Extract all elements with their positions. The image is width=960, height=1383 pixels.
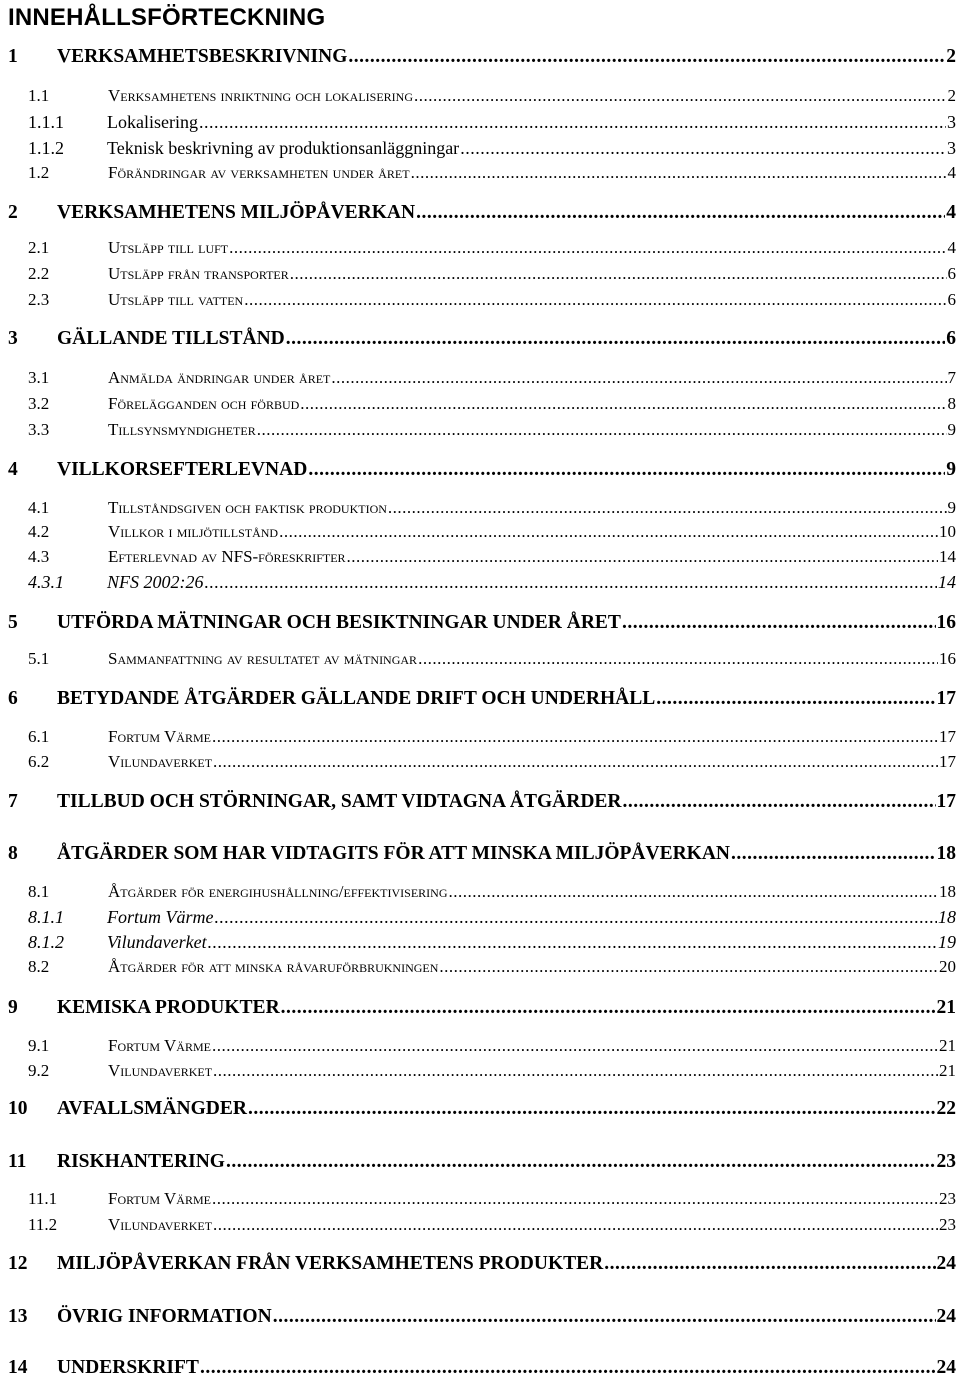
- toc-entry[interactable]: [8, 328, 956, 350]
- toc-entry-number: 3: [8, 328, 18, 349]
- toc-entry[interactable]: [8, 1253, 956, 1275]
- toc-entry[interactable]: [8, 290, 956, 310]
- toc-entry-number: 1.2: [28, 163, 50, 182]
- toc-entry[interactable]: [8, 1151, 956, 1173]
- toc-entry-label: Sammanfattning av resultatet av mätningar: [108, 649, 418, 668]
- toc-dot-leader: [731, 843, 935, 865]
- toc-entry-page-number: 4: [947, 238, 956, 257]
- toc-dot-leader: [414, 86, 946, 106]
- toc-entry-label: Vilundaverket: [108, 1215, 213, 1234]
- toc-entry-page-number: 14: [939, 547, 956, 566]
- toc-entry-page-number: 24: [936, 1357, 956, 1378]
- toc-entry[interactable]: [8, 1357, 956, 1379]
- toc-entry[interactable]: [8, 112, 956, 133]
- toc-entry-number: 4.3: [28, 547, 50, 566]
- toc-entry-number: 8.1.1: [28, 907, 64, 927]
- toc-entry[interactable]: [8, 997, 956, 1019]
- toc-dot-leader: [286, 328, 946, 350]
- toc-entry-number: 9.2: [28, 1061, 50, 1080]
- toc-entry-page-number: 17: [936, 688, 956, 709]
- toc-entry[interactable]: [8, 612, 956, 634]
- toc-entry-number: 5.1: [28, 649, 50, 668]
- page-title: INNEHÅLLSFÖRTECKNING: [8, 4, 326, 31]
- toc-entry-number: 4.1: [28, 498, 50, 517]
- toc-entry-page-number: 23: [936, 1151, 956, 1172]
- toc-entry-label: Fortum Värme: [108, 1189, 211, 1208]
- toc-dot-leader: [604, 1253, 935, 1275]
- toc-entry-label: Teknisk beskrivning av produktionsanläggningar: [107, 138, 460, 158]
- toc-entry[interactable]: [8, 572, 956, 593]
- toc-dot-leader: [226, 1151, 936, 1173]
- toc-entry-number: 6.1: [28, 727, 50, 746]
- toc-entry[interactable]: [8, 522, 956, 542]
- toc-entry[interactable]: [8, 264, 956, 284]
- toc-entry-page-number: 3: [947, 112, 956, 132]
- toc-entry-number: 7: [8, 791, 18, 812]
- toc-entry-label: Fortum Värme: [107, 907, 214, 927]
- toc-entry-page-number: 17: [939, 727, 956, 746]
- toc-entry-label: VERKSAMHETENS MILJÖPÅVERKAN: [57, 202, 416, 223]
- toc-entry-number: 13: [8, 1306, 28, 1327]
- toc-entry-page-number: 24: [936, 1306, 956, 1327]
- toc-dot-leader: [622, 612, 936, 634]
- toc-entry[interactable]: [8, 957, 956, 977]
- toc-dot-leader: [290, 264, 947, 284]
- toc-entry-page-number: 6: [946, 328, 956, 349]
- toc-entry-label: Vilundaverket: [107, 932, 207, 952]
- toc-entry-label: ÖVRIG INFORMATION: [57, 1306, 272, 1327]
- toc-entry-page-number: 23: [939, 1215, 956, 1234]
- toc-entry-number: 8: [8, 843, 18, 864]
- toc-entry-page-number: 21: [939, 1061, 956, 1080]
- toc-entry[interactable]: [8, 932, 956, 953]
- toc-entry-page-number: 21: [936, 997, 956, 1018]
- toc-entry-page-number: 9: [946, 459, 956, 480]
- toc-entry[interactable]: [8, 1189, 956, 1209]
- toc-dot-leader: [248, 1098, 936, 1120]
- toc-entry[interactable]: [8, 752, 956, 772]
- toc-entry-label: UNDERSKRIFT: [57, 1357, 199, 1378]
- toc-entry-page-number: 16: [936, 612, 956, 633]
- toc-entry-number: 4.3.1: [28, 572, 64, 592]
- toc-entry-label: Utsläpp från transporter: [108, 264, 289, 283]
- toc-entry-label: VILLKORSEFTERLEVNAD: [57, 459, 308, 480]
- toc-entry-label: Vilundaverket: [108, 752, 213, 771]
- toc-dot-leader: [199, 112, 946, 133]
- toc-entry-label: ÅTGÄRDER SOM HAR VIDTAGITS FÖR ATT MINSKA MILJÖPÅVERKAN: [57, 843, 731, 864]
- toc-entry-page-number: 2: [946, 46, 956, 67]
- toc-entry-label: Förändringar av verksamheten under året: [108, 163, 410, 182]
- toc-entry-number: 1.1: [28, 86, 50, 105]
- toc-entry[interactable]: [8, 86, 956, 106]
- toc-entry-label: Fortum Värme: [108, 1036, 211, 1055]
- toc-entry[interactable]: [8, 1036, 956, 1056]
- toc-dot-leader: [418, 649, 938, 669]
- toc-entry-number: 12: [8, 1253, 28, 1274]
- toc-dot-leader: [308, 459, 945, 481]
- toc-entry-label: UTFÖRDA MÄTNINGAR OCH BESIKTNINGAR UNDER ÅRET: [57, 612, 621, 633]
- toc-dot-leader: [213, 1215, 938, 1235]
- toc-entry[interactable]: [8, 688, 956, 710]
- toc-entry[interactable]: [8, 791, 956, 813]
- toc-entry-number: 4.2: [28, 522, 50, 541]
- toc-dot-leader: [347, 547, 938, 567]
- toc-entry-label: GÄLLANDE TILLSTÅND: [57, 328, 285, 349]
- toc-entry-number: 2.1: [28, 238, 50, 257]
- toc-entry[interactable]: [8, 498, 956, 518]
- toc-entry[interactable]: [8, 459, 956, 481]
- toc-dot-leader: [213, 1061, 938, 1081]
- toc-dot-leader: [656, 688, 935, 710]
- toc-entry-page-number: 20: [939, 957, 956, 976]
- toc-entry[interactable]: [8, 1098, 956, 1120]
- toc-entry-label: Villkor i miljötillstånd: [108, 522, 279, 541]
- toc-entry-label: AVFALLSMÄNGDER: [57, 1098, 247, 1119]
- toc-entry-number: 9.1: [28, 1036, 50, 1055]
- toc-entry-page-number: 17: [939, 752, 956, 771]
- toc-entry-number: 5: [8, 612, 18, 633]
- toc-entry[interactable]: [8, 394, 956, 414]
- toc-entry[interactable]: [8, 202, 956, 224]
- toc-entry-number: 6: [8, 688, 18, 709]
- toc-entry-number: 4: [8, 459, 18, 480]
- toc-entry-label: Utsläpp till vatten: [108, 290, 244, 309]
- toc-entry-label: TILLBUD OCH STÖRNINGAR, SAMT VIDTAGNA ÅTGÄRDER: [57, 791, 622, 812]
- toc-entry-label: Tillsynsmyndigheter: [108, 420, 256, 439]
- toc-entry-label: Åtgärder för att minska råvaruförbrukningen: [108, 957, 439, 976]
- toc-entry-label: VERKSAMHETSBESKRIVNING: [57, 46, 348, 67]
- toc-dot-leader: [279, 522, 938, 542]
- toc-entry[interactable]: [8, 238, 956, 258]
- toc-entry-page-number: 9: [947, 420, 956, 439]
- toc-entry-page-number: 23: [939, 1189, 956, 1208]
- toc-entry-label: Förelägganden och förbud: [108, 394, 300, 413]
- toc-entry-page-number: 16: [939, 649, 956, 668]
- toc-entry-page-number: 4: [947, 163, 956, 182]
- toc-dot-leader: [388, 498, 947, 518]
- toc-dot-leader: [331, 368, 946, 388]
- toc-entry-number: 3.2: [28, 394, 50, 413]
- toc-entry-number: 11.1: [28, 1189, 58, 1208]
- toc-entry-label: BETYDANDE ÅTGÄRDER GÄLLANDE DRIFT OCH UNDERHÅLL: [57, 688, 656, 709]
- toc-dot-leader: [449, 882, 939, 902]
- toc-entry-number: 14: [8, 1357, 28, 1378]
- toc-entry-number: 8.1.2: [28, 932, 64, 952]
- toc-entry-number: 11.2: [28, 1215, 58, 1234]
- toc-entry[interactable]: [8, 1215, 956, 1235]
- toc-entry-number: 6.2: [28, 752, 50, 771]
- toc-entry-number: 1.1.1: [28, 112, 64, 132]
- toc-entry-label: KEMISKA PRODUKTER: [57, 997, 280, 1018]
- toc-entry-number: 2: [8, 202, 18, 223]
- toc-entry-number: 11: [8, 1151, 27, 1172]
- toc-entry[interactable]: [8, 907, 956, 928]
- toc-entry-number: 1.1.2: [28, 138, 64, 158]
- toc-dot-leader: [215, 907, 938, 928]
- toc-entry-label: Utsläpp till luft: [108, 238, 229, 257]
- toc-entry-page-number: 3: [947, 138, 956, 158]
- toc-entry-number: 3.1: [28, 368, 50, 387]
- toc-dot-leader: [460, 138, 946, 159]
- toc-dot-leader: [244, 290, 946, 310]
- toc-entry[interactable]: [8, 547, 956, 567]
- toc-dot-leader: [200, 1357, 936, 1379]
- toc-dot-leader: [416, 202, 945, 224]
- toc-entry[interactable]: [8, 138, 956, 159]
- toc-dot-leader: [300, 394, 946, 414]
- toc-entry[interactable]: [8, 1306, 956, 1328]
- toc-entry-page-number: 8: [947, 394, 956, 413]
- toc-entry-page-number: 14: [938, 572, 956, 592]
- toc-entry[interactable]: [8, 420, 956, 440]
- toc-entry[interactable]: [8, 46, 956, 68]
- toc-entry-page-number: 18: [939, 882, 956, 901]
- toc-entry-number: 2.2: [28, 264, 50, 283]
- toc-entry[interactable]: [8, 163, 956, 183]
- toc-entry-page-number: 21: [939, 1036, 956, 1055]
- toc-entry[interactable]: [8, 882, 956, 902]
- toc-entry[interactable]: [8, 727, 956, 747]
- toc-entry-number: 1: [8, 46, 18, 67]
- toc-entry-page-number: 2: [947, 86, 956, 105]
- toc-entry-page-number: 6: [947, 264, 956, 283]
- toc-dot-leader: [411, 163, 947, 183]
- toc-entry-page-number: 7: [947, 368, 956, 387]
- toc-entry-label: Efterlevnad av NFS-föreskrifter: [108, 547, 346, 566]
- toc-entry-label: Vilundaverket: [108, 1061, 213, 1080]
- toc-dot-leader: [213, 752, 938, 772]
- toc-entry[interactable]: [8, 368, 956, 388]
- toc-dot-leader: [439, 957, 938, 977]
- toc-dot-leader: [281, 997, 936, 1019]
- toc-entry-label: Verksamhetens inriktning och lokalisering: [108, 86, 414, 105]
- toc-entry-page-number: 9: [947, 498, 956, 517]
- toc-entry-label: NFS 2002:26: [107, 572, 204, 592]
- toc-dot-leader: [257, 420, 947, 440]
- toc-dot-leader: [623, 791, 936, 813]
- toc-entry-page-number: 19: [938, 932, 956, 952]
- toc-entry-number: 3.3: [28, 420, 50, 439]
- toc-entry-number: 9: [8, 997, 18, 1018]
- toc-entry-label: Tillståndsgiven och faktisk produktion: [108, 498, 387, 517]
- toc-entry-page-number: 18: [938, 907, 956, 927]
- toc-entry-page-number: 17: [936, 791, 956, 812]
- toc-entry-label: RISKHANTERING: [57, 1151, 225, 1172]
- toc-dot-leader: [205, 572, 938, 593]
- toc-entry-page-number: 18: [936, 843, 956, 864]
- toc-entry-number: 8.1: [28, 882, 50, 901]
- toc-dot-leader: [212, 1189, 938, 1209]
- toc-entry-number: 8.2: [28, 957, 50, 976]
- toc-entry-page-number: 6: [947, 290, 956, 309]
- toc-entry[interactable]: [8, 649, 956, 669]
- toc-dot-leader: [348, 46, 945, 68]
- toc-dot-leader: [273, 1306, 936, 1328]
- toc-entry-page-number: 4: [946, 202, 956, 223]
- toc-entry-label: Fortum Värme: [108, 727, 211, 746]
- toc-entry-page-number: 24: [936, 1253, 956, 1274]
- toc-entry-number: 10: [8, 1098, 28, 1119]
- toc-entry-page-number: 22: [936, 1098, 956, 1119]
- toc-entry[interactable]: [8, 1061, 956, 1081]
- toc-entry-page-number: 10: [939, 522, 956, 541]
- toc-entry-label: Lokalisering: [107, 112, 198, 132]
- toc-entry[interactable]: [8, 843, 956, 865]
- toc-entry-number: 2.3: [28, 290, 50, 309]
- toc-entry-label: Anmälda ändringar under året: [108, 368, 331, 387]
- toc-entry-label: MILJÖPÅVERKAN FRÅN VERKSAMHETENS PRODUKTER: [57, 1253, 604, 1274]
- toc-dot-leader: [212, 1036, 938, 1056]
- toc-dot-leader: [208, 932, 937, 953]
- toc-entry-label: Åtgärder för energihushållning/effektivisering: [108, 882, 448, 901]
- toc-dot-leader: [212, 727, 938, 747]
- toc-dot-leader: [229, 238, 946, 258]
